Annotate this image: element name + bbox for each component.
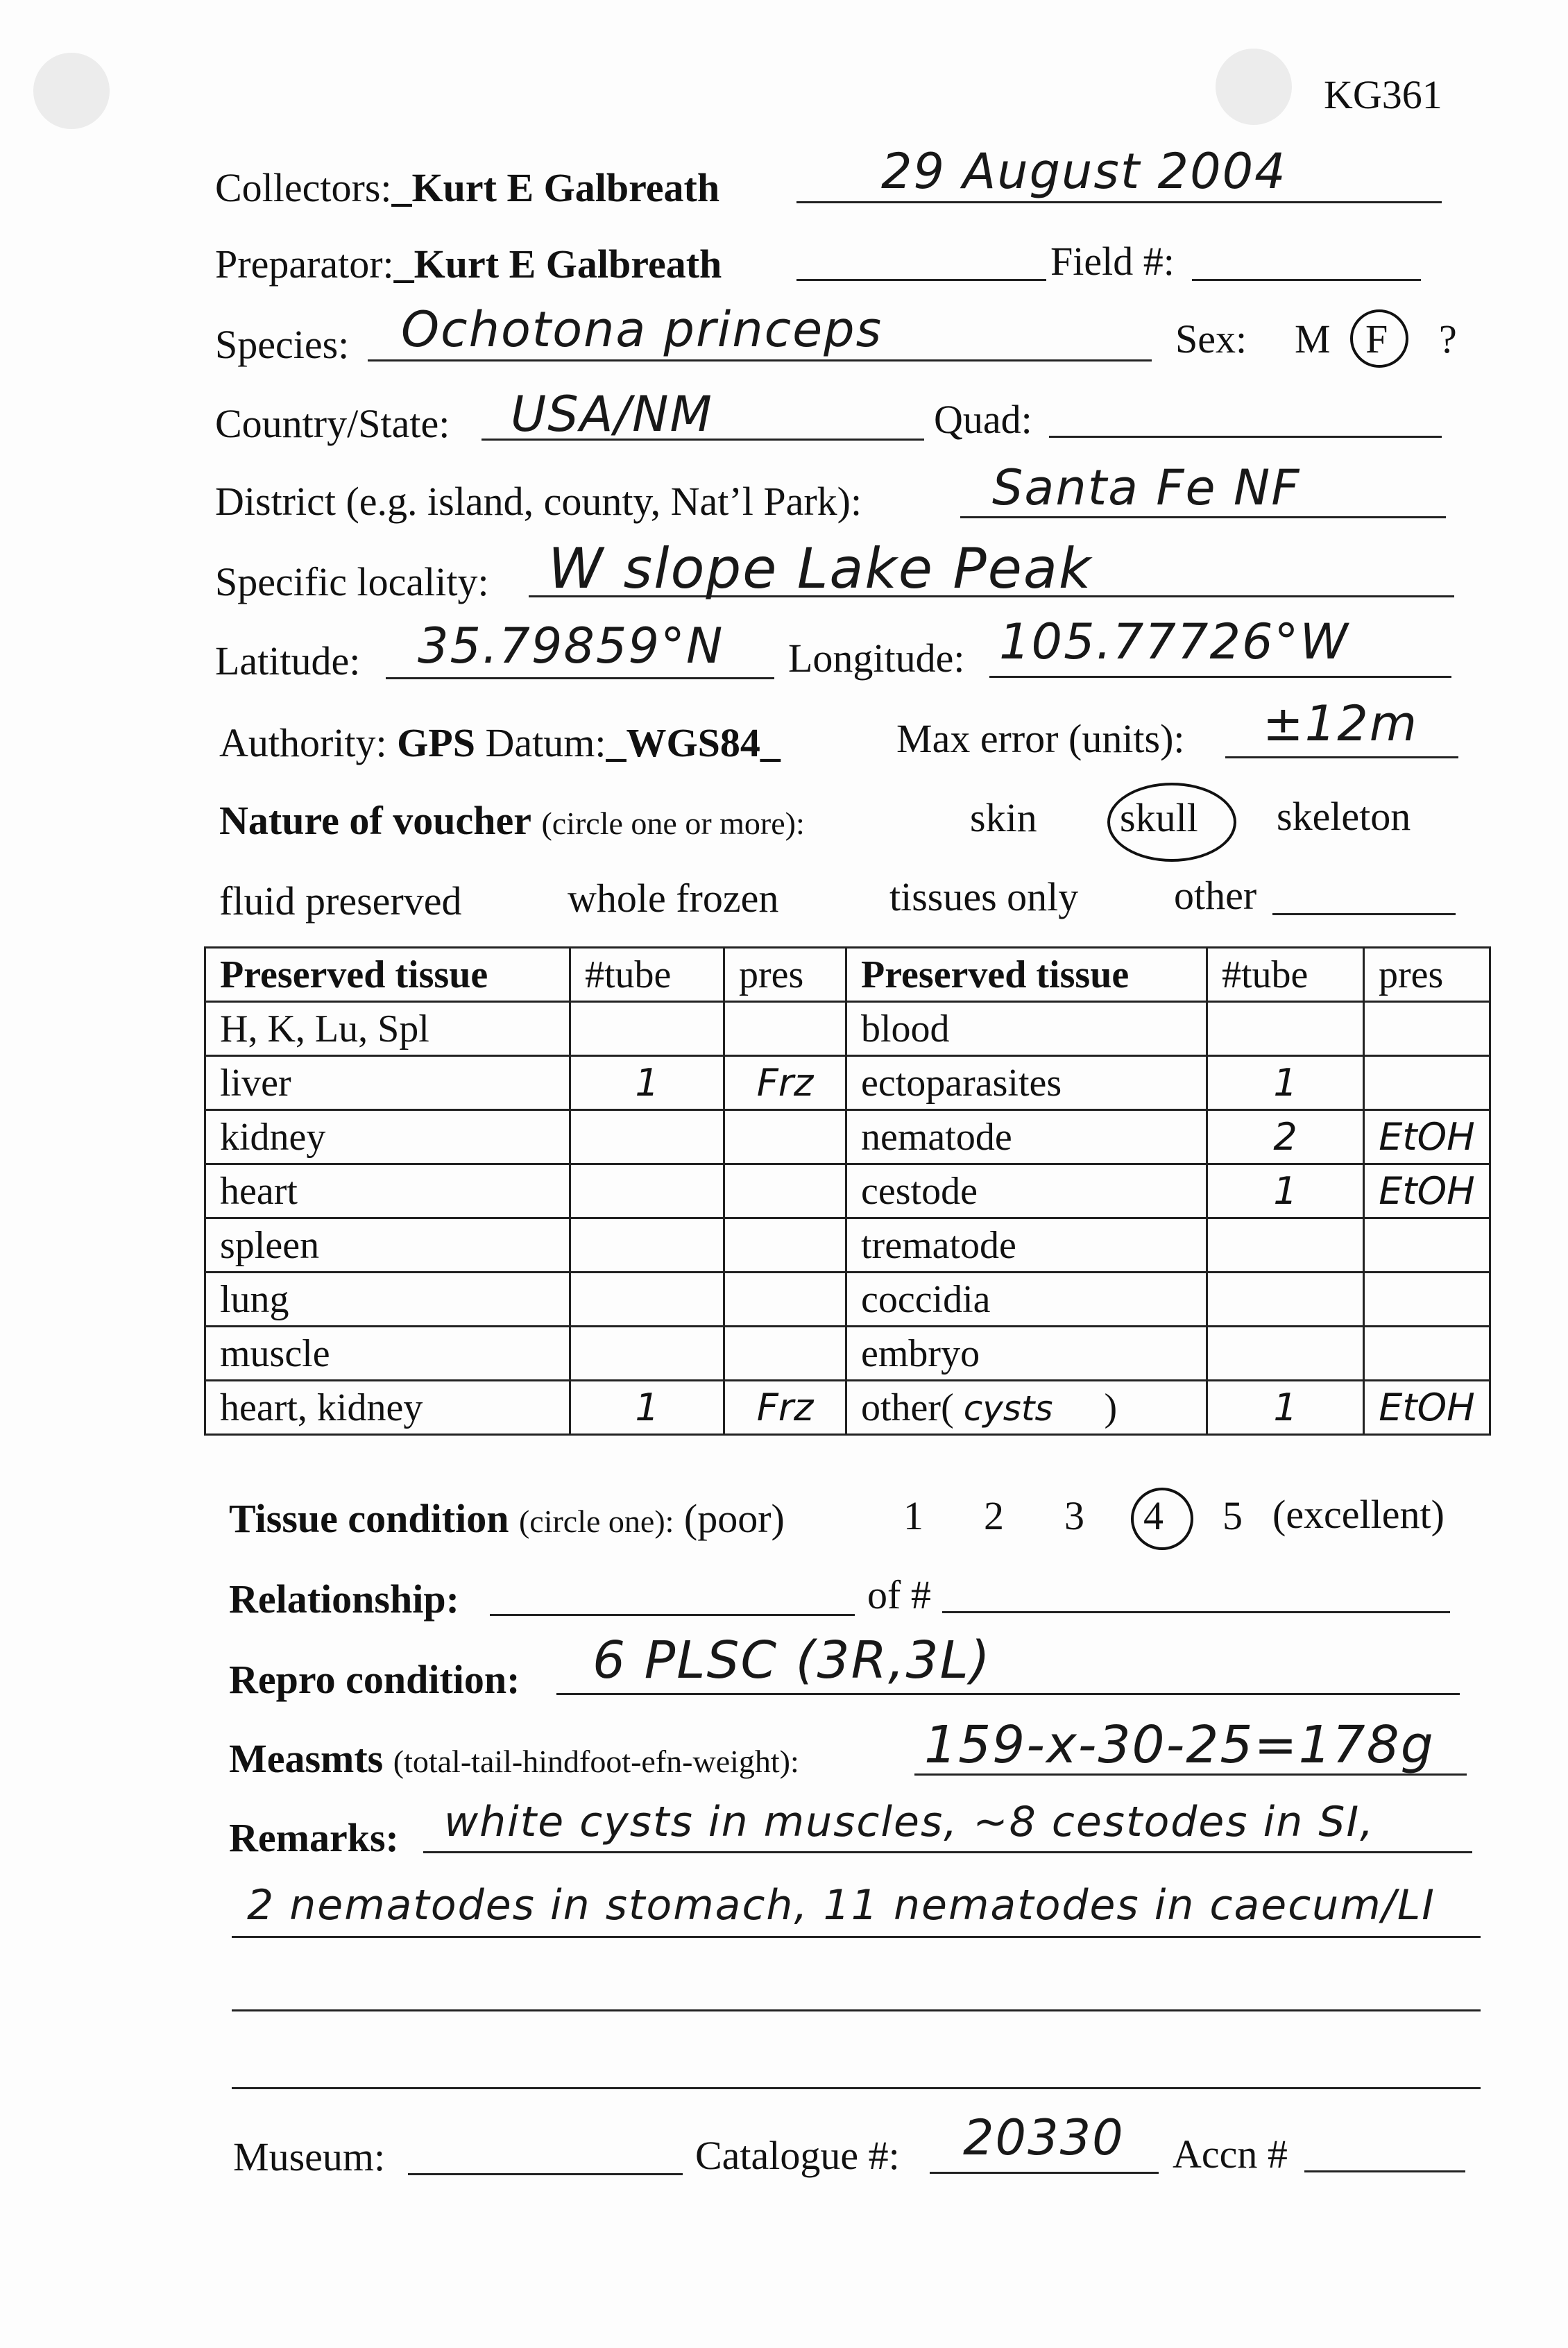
table-cell[interactable]: 1 (1207, 1056, 1364, 1110)
table-row (205, 1164, 1490, 1218)
max-error-underline (1225, 756, 1458, 758)
voucher-option-skin[interactable]: skin (970, 795, 1037, 840)
country-label: Country/State: (215, 401, 450, 446)
measurements-label: Measmts (229, 1736, 384, 1781)
table-cell-other (846, 1381, 1207, 1435)
remarks-underline-2 (232, 1936, 1481, 1938)
voucher-option-tissues[interactable]: tissues only (889, 874, 1079, 919)
table-cell[interactable]: EtOH (1364, 1164, 1490, 1218)
table-cell[interactable] (1364, 1218, 1490, 1273)
punch-hole-left (33, 53, 110, 129)
preparator-label-text: Preparator: (215, 241, 394, 287)
table-cell[interactable]: 1 (570, 1056, 724, 1110)
remarks-underline-3[interactable] (232, 2009, 1481, 2011)
repro-label: Repro condition: (229, 1657, 520, 1702)
condition-option-5[interactable]: 5 (1222, 1493, 1243, 1538)
table-cell[interactable] (1364, 1327, 1490, 1381)
voucher-option-skeleton[interactable]: skeleton (1277, 794, 1411, 839)
museum-underline[interactable] (408, 2173, 683, 2175)
latitude-label: Latitude: (215, 638, 361, 683)
country-value[interactable]: USA/NM (511, 386, 713, 443)
condition-selected-circle (1131, 1488, 1193, 1550)
table-header-row (205, 948, 1490, 1002)
table-cell[interactable] (724, 1218, 846, 1273)
table-cell: muscle (205, 1327, 570, 1381)
relationship-of-underline[interactable] (942, 1611, 1450, 1613)
remarks-underline-4[interactable] (232, 2087, 1481, 2089)
quad-label: Quad: (934, 397, 1032, 442)
table-cell: heart (205, 1164, 570, 1218)
district-underline (960, 516, 1446, 518)
relationship-of-label: of # (867, 1572, 931, 1617)
condition-option-1[interactable]: 1 (903, 1493, 923, 1538)
table-row (205, 1110, 1490, 1164)
sex-option-unknown[interactable]: ? (1439, 316, 1457, 361)
table-cell[interactable] (1207, 1002, 1364, 1056)
condition-instruction: (circle one): (518, 1504, 674, 1539)
measurements-value[interactable]: 159-x-30-25=178g (924, 1715, 1435, 1775)
remarks-line-2[interactable]: 2 nematodes in stomach, 11 nematodes in caecum/LI (247, 1881, 1435, 1930)
collectors-label-text: Collectors: (215, 165, 392, 210)
table-cell: kidney (205, 1110, 570, 1164)
preparator-label (215, 241, 722, 287)
table-row (205, 1002, 1490, 1056)
latitude-underline (386, 677, 774, 679)
table-row (205, 1273, 1490, 1327)
voucher-instruction: (circle one or more): (541, 806, 805, 841)
voucher-option-other[interactable]: other (1174, 873, 1257, 918)
voucher-other-underline[interactable] (1272, 913, 1456, 915)
table-cell[interactable] (570, 1218, 724, 1273)
repro-underline (556, 1693, 1460, 1695)
table-cell[interactable] (570, 1110, 724, 1164)
catalogue-underline (930, 2172, 1159, 2174)
table-cell: lung (205, 1273, 570, 1327)
table-cell: blood (846, 1002, 1207, 1056)
remarks-label: Remarks: (229, 1815, 399, 1860)
table-cell: spleen (205, 1218, 570, 1273)
measurements-sub: (total-tail-hindfoot-efn-weight): (393, 1744, 799, 1779)
field-number-underline[interactable] (1192, 279, 1421, 281)
table-cell[interactable]: EtOH (1364, 1381, 1490, 1435)
sex-label: Sex: (1175, 316, 1247, 361)
table-cell: trematode (846, 1218, 1207, 1273)
table-header: pres (1364, 948, 1490, 1002)
authority-row (219, 720, 781, 765)
table-header: #tube (1207, 948, 1364, 1002)
condition-row (229, 1496, 785, 1541)
table-cell[interactable] (724, 1002, 846, 1056)
table-cell[interactable] (1364, 1273, 1490, 1327)
other-label: other( (861, 1386, 954, 1429)
measurements-row (229, 1736, 799, 1781)
longitude-label: Longitude: (788, 636, 965, 681)
longitude-underline (989, 676, 1451, 678)
table-cell: embryo (846, 1327, 1207, 1381)
collection-date[interactable]: 29 August 2004 (881, 143, 1287, 200)
species-label: Species: (215, 322, 350, 367)
collectors-label (215, 165, 720, 210)
table-row (205, 1056, 1490, 1110)
voucher-option-fluid[interactable]: fluid preserved (219, 878, 462, 924)
relationship-label: Relationship: (229, 1576, 459, 1622)
condition-excellent: (excellent) (1272, 1492, 1445, 1537)
table-cell[interactable]: 1 (570, 1381, 724, 1435)
table-cell[interactable] (724, 1273, 846, 1327)
accn-underline[interactable] (1304, 2170, 1465, 2172)
table-cell[interactable]: Frz (724, 1056, 846, 1110)
table-cell[interactable] (570, 1327, 724, 1381)
latitude-value[interactable]: 35.79859°N (418, 618, 724, 674)
max-error-value[interactable]: ±12m (1263, 695, 1418, 752)
table-cell[interactable] (570, 1002, 724, 1056)
condition-option-2[interactable]: 2 (984, 1493, 1004, 1538)
table-row (205, 1218, 1490, 1273)
punch-hole-right (1216, 49, 1292, 125)
collector-name: _Kurt E Galbreath (391, 165, 720, 210)
table-cell[interactable]: 1 (1207, 1164, 1364, 1218)
species-value[interactable]: Ochotona princeps (401, 301, 883, 358)
table-header: pres (724, 948, 846, 1002)
table-cell[interactable]: EtOH (1364, 1110, 1490, 1164)
longitude-value[interactable]: 105.77726°W (999, 613, 1349, 670)
district-label: District (e.g. island, county, Nat’l Park): (215, 479, 862, 524)
table-cell[interactable]: 1 (1207, 1381, 1364, 1435)
table-cell[interactable]: 2 (1207, 1110, 1364, 1164)
voucher-option-skull[interactable]: skull (1120, 795, 1198, 840)
table-cell: H, K, Lu, Spl (205, 1002, 570, 1056)
quad-underline[interactable] (1049, 436, 1442, 438)
table-header: #tube (570, 948, 724, 1002)
table-row (205, 1381, 1490, 1435)
locality-value[interactable]: W slope Lake Peak (548, 536, 1093, 601)
condition-poor: (poor) (683, 1496, 785, 1541)
datum-value: _WGS84_ (606, 720, 781, 765)
sex-selected-circle (1350, 309, 1408, 368)
accn-label: Accn # (1173, 2132, 1288, 2177)
authority-value: GPS (397, 720, 475, 765)
catalogue-label: Catalogue #: (695, 2133, 900, 2178)
table-cell: cestode (846, 1164, 1207, 1218)
condition-label: Tissue condition (229, 1496, 509, 1541)
sex-option-f[interactable]: F (1365, 316, 1388, 361)
table-cell[interactable] (724, 1327, 846, 1381)
table-cell: liver (205, 1056, 570, 1110)
preparator-name: _Kurt E Galbreath (393, 241, 722, 287)
relationship-underline[interactable] (490, 1614, 855, 1616)
species-underline (368, 359, 1152, 361)
table-cell[interactable] (724, 1110, 846, 1164)
table-row (205, 1327, 1490, 1381)
museum-label: Museum: (233, 2134, 386, 2179)
authority-label: Authority: (219, 720, 387, 765)
catalogue-value[interactable]: 20330 (963, 2109, 1125, 2166)
voucher-heading (219, 798, 805, 843)
district-value[interactable]: Santa Fe NF (992, 459, 1301, 516)
table-header: Preserved tissue (846, 948, 1207, 1002)
voucher-option-frozen[interactable]: whole frozen (568, 876, 779, 921)
table-cell[interactable] (1207, 1273, 1364, 1327)
table-cell: nematode (846, 1110, 1207, 1164)
table-cell[interactable] (1364, 1056, 1490, 1110)
remarks-underline-1 (423, 1851, 1472, 1853)
locality-label: Specific locality: (215, 559, 489, 604)
repro-value[interactable]: 6 PLSC (3R,3L) (593, 1631, 991, 1690)
table-cell[interactable]: Frz (724, 1381, 846, 1435)
preparator-underline (796, 279, 1046, 281)
table-cell[interactable] (1364, 1002, 1490, 1056)
table-header: Preserved tissue (205, 948, 570, 1002)
table-cell[interactable] (1207, 1327, 1364, 1381)
other-close: ) (1104, 1386, 1118, 1429)
sex-option-m[interactable]: M (1295, 316, 1331, 361)
tissue-table (204, 946, 1491, 1436)
voucher-label: Nature of voucher (219, 798, 531, 843)
table-cell[interactable] (724, 1164, 846, 1218)
field-number-label: Field #: (1050, 239, 1175, 284)
max-error-label: Max error (units): (896, 716, 1185, 761)
table-cell: coccidia (846, 1273, 1207, 1327)
condition-option-3[interactable]: 3 (1064, 1493, 1084, 1538)
datum-label: Datum: (485, 720, 606, 765)
other-tissue-value[interactable]: cysts (963, 1388, 1053, 1429)
condition-option-4[interactable]: 4 (1143, 1493, 1164, 1538)
collectors-underline (796, 201, 1442, 203)
table-cell[interactable] (1207, 1218, 1364, 1273)
remarks-line-1[interactable]: white cysts in muscles, ~8 cestodes in SI, (444, 1798, 1375, 1846)
voucher-selected-circle (1107, 783, 1236, 862)
form-id: KG361 (1324, 72, 1442, 117)
table-cell[interactable] (570, 1164, 724, 1218)
table-cell: ectoparasites (846, 1056, 1207, 1110)
table-cell: heart, kidney (205, 1381, 570, 1435)
table-cell[interactable] (570, 1273, 724, 1327)
